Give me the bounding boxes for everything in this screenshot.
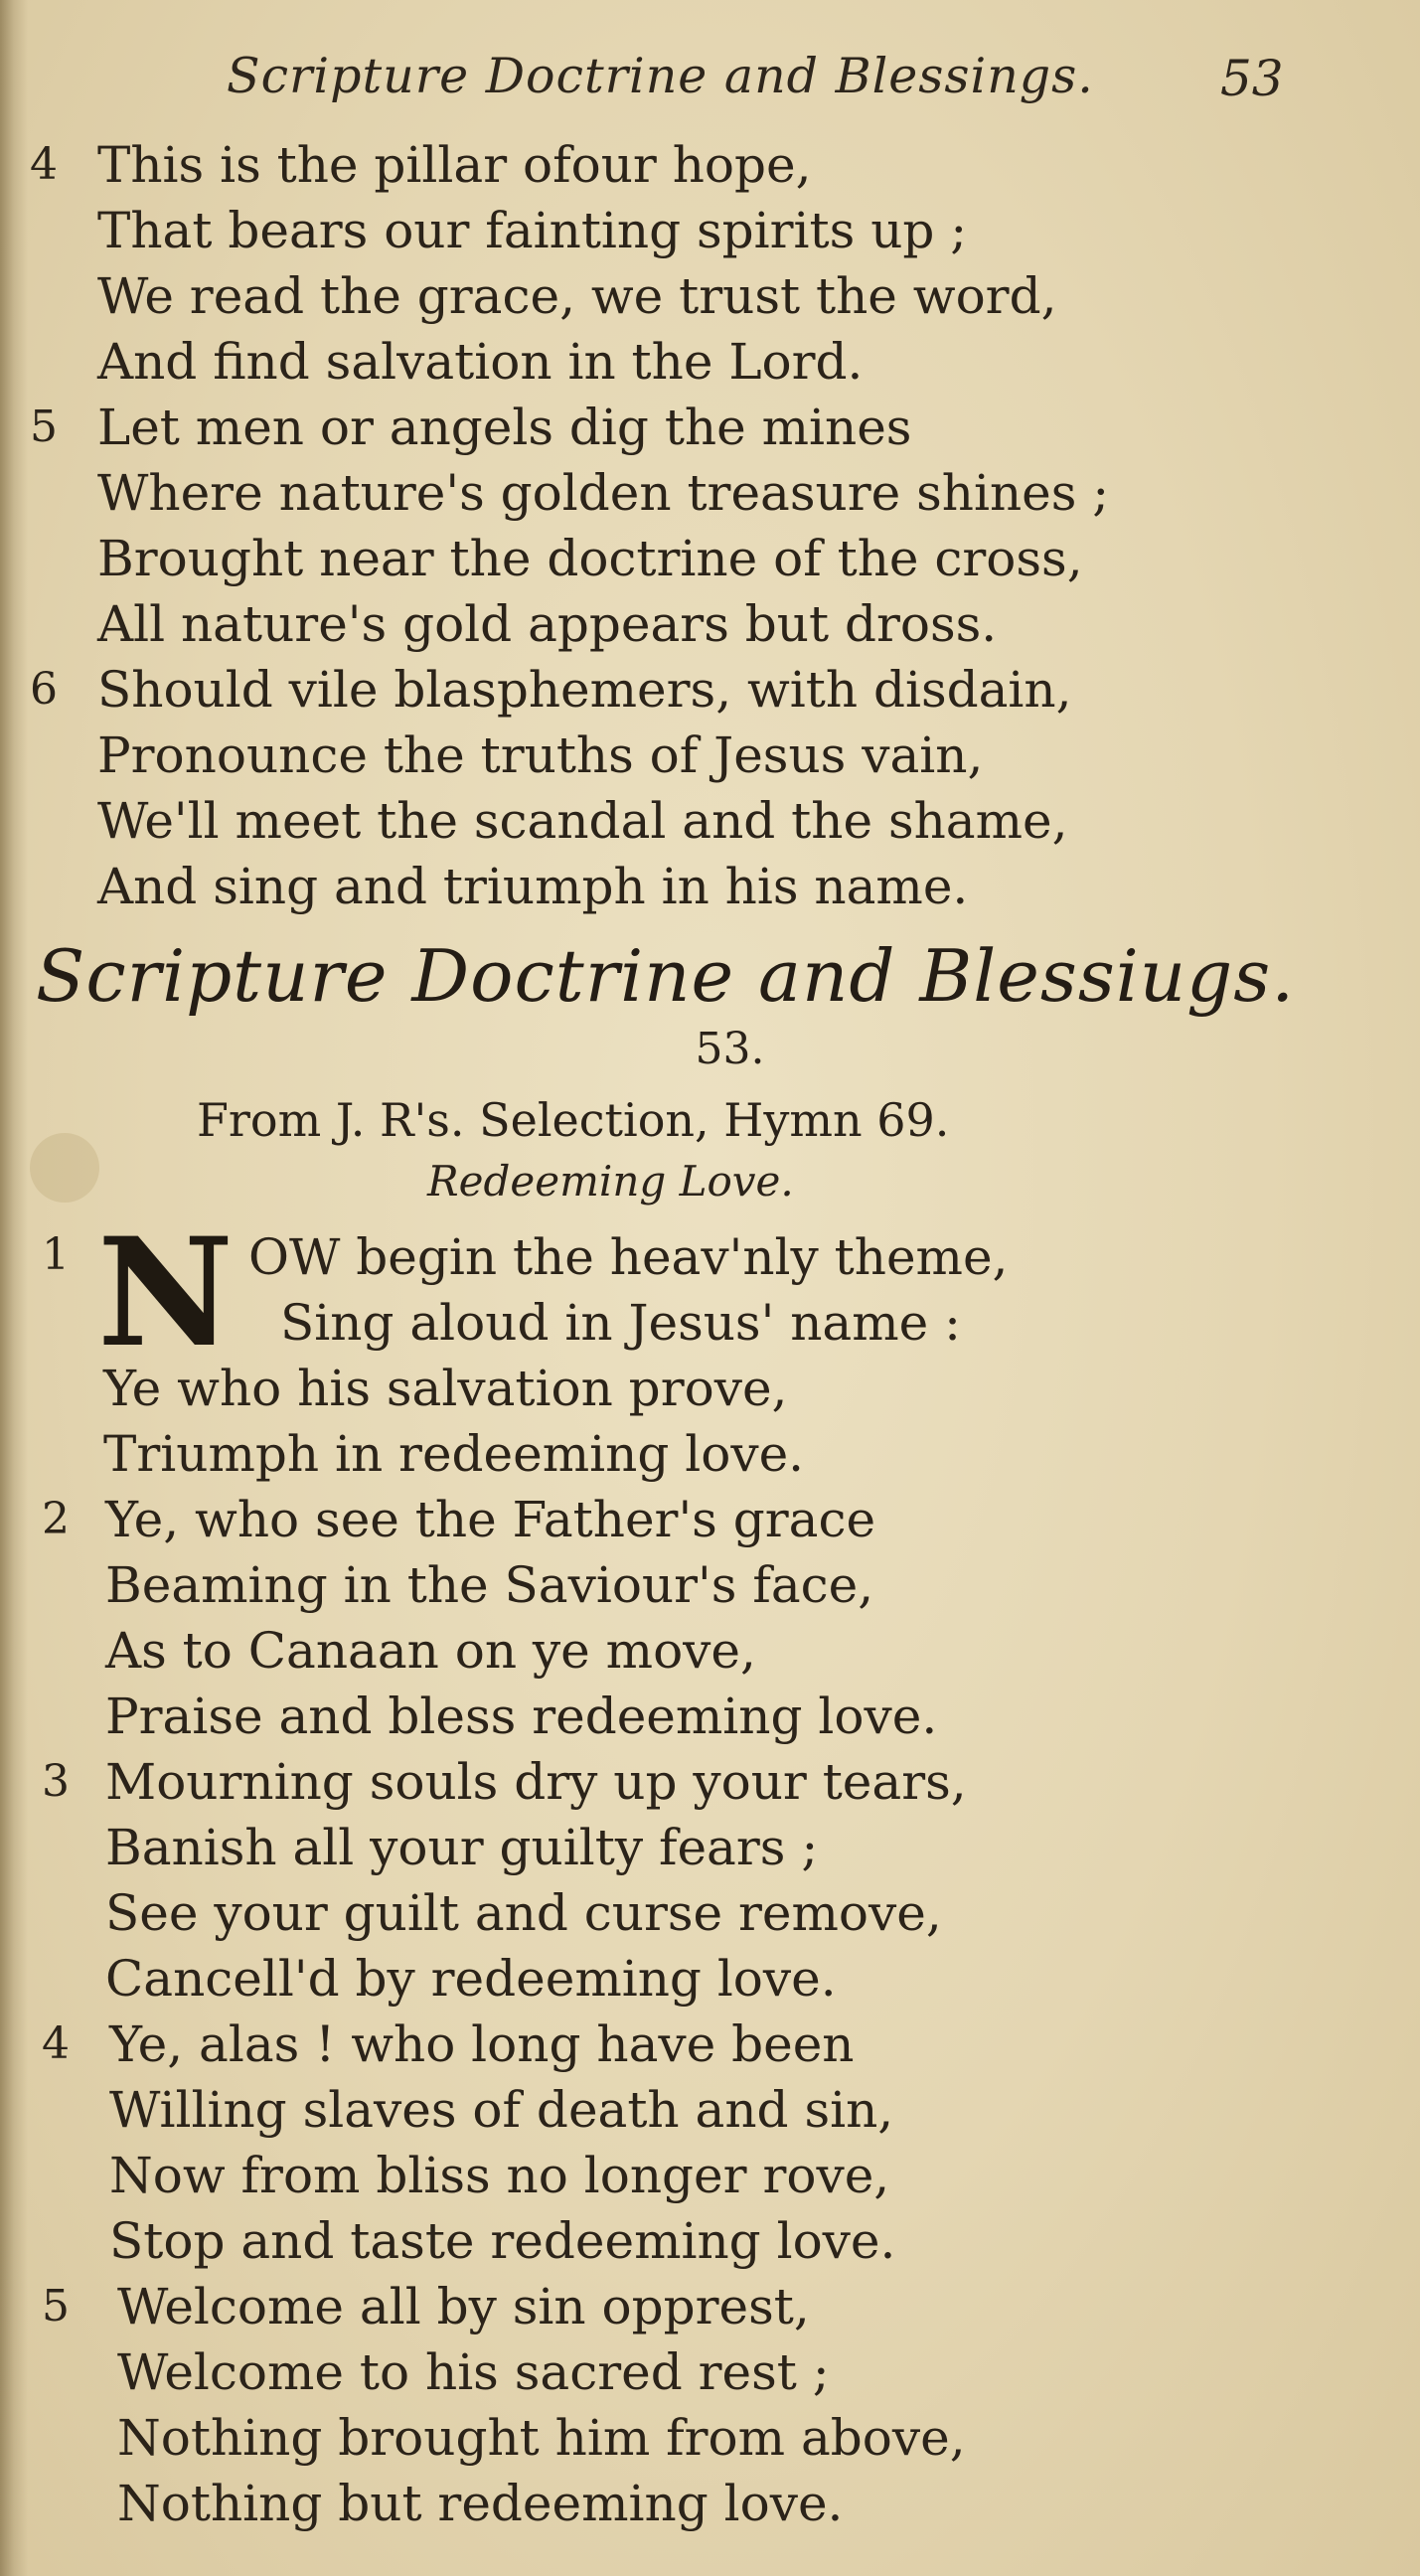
verse-line: That bears our fainting spirits up ; [97,202,968,259]
drop-cap: N [97,1206,235,1380]
section-title: Scripture Doctrine and Blessiugs. [36,934,1296,1018]
stanza-number: 6 [30,664,58,715]
verse-line: As to Canaan on ye move, [105,1622,756,1680]
hymn-number: 53. [695,1024,765,1074]
verse-line: Ye, who see the Father's grace [105,1491,876,1548]
verse-line: And sing and triumph in his name. [97,858,969,915]
verse-line: Welcome all by sin opprest, [117,2278,810,2335]
verse-line: Let men or angels dig the mines [97,399,912,456]
stanza-number: 3 [42,1756,70,1807]
verse-line: Ye, alas ! who long have been [109,2015,855,2073]
page-number: 53 [1220,50,1284,107]
stanza-number: 5 [42,2281,70,2332]
verse-line: Now from bliss no longer rove, [109,2147,890,2204]
stanza-number: 1 [42,1229,70,1280]
verse-line: Nothing but redeeming love. [117,2475,844,2532]
stanza-number: 4 [30,139,58,190]
running-head [0,48,1420,117]
verse-line: Pronounce the truths of Jesus vain, [97,726,984,784]
verse-line: Ye who his salvation prove, [103,1360,788,1417]
verse-line: This is the pillar ofour hope, [97,136,812,194]
verse-line: OW begin the heav'nly theme, [248,1228,1009,1286]
hymn-source: From J. R's. Selection, Hymn 69. [197,1093,950,1147]
stanza-number: 5 [30,402,58,452]
paper-stain [30,1133,99,1203]
page-edge-shadow [0,0,28,2576]
hymn-subtitle: Redeeming Love. [427,1157,794,1206]
verse-line: All nature's gold appears but dross. [97,595,998,653]
verse-line: Nothing brought him from above, [117,2409,966,2467]
verse-line: Praise and bless redeeming love. [105,1688,938,1745]
verse-line: Mourning souls dry up your tears, [105,1753,967,1811]
verse-line: Beaming in the Saviour's face, [105,1556,874,1614]
verse-line: See your guilt and curse remove, [105,1884,942,1942]
verse-line: Triumph in redeeming love. [103,1425,805,1483]
verse-line: And find salvation in the Lord. [97,333,864,391]
verse-line: Stop and taste redeeming love. [109,2212,896,2270]
verse-line: Willing slaves of death and sin, [109,2081,894,2139]
verse-line: Brought near the doctrine of the cross, [97,530,1083,587]
verse-line: Welcome to his sacred rest ; [117,2343,830,2401]
verse-line: Sing aloud in Jesus' name : [280,1294,961,1352]
stanza-number: 4 [42,2018,70,2069]
verse-line: Where nature's golden treasure shines ; [97,464,1110,522]
verse-line: Banish all your guilty fears ; [105,1819,819,1876]
stanza-number: 2 [42,1494,70,1544]
verse-line: We read the grace, we trust the word, [97,267,1057,325]
verse-line: Cancell'd by redeeming love. [105,1950,837,2008]
verse-line: Should vile blasphemers, with disdain, [97,661,1072,719]
running-head-title: Scripture Doctrine and Blessings. [227,48,1094,104]
verse-line: We'll meet the scandal and the shame, [97,792,1068,850]
